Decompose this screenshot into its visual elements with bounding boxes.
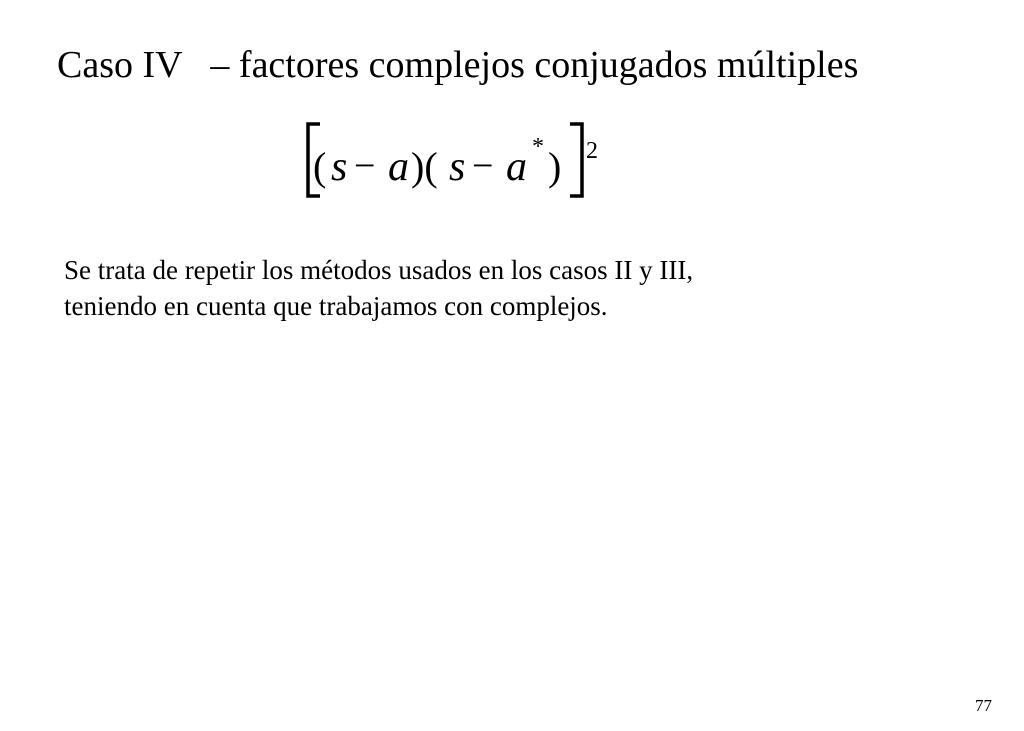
formula-close-open-paren: )( <box>411 144 438 189</box>
formula-s-1: s <box>331 144 348 190</box>
formula <box>303 120 623 200</box>
body-text <box>64 252 944 324</box>
right-bracket <box>570 124 582 196</box>
formula-minus-1: − <box>354 145 376 187</box>
slide-title: Caso IV – factores complejos conjugados múltiples <box>57 44 859 86</box>
formula-s-2: s <box>449 144 466 190</box>
page-number: 77 <box>975 696 992 715</box>
formula-a-1: a <box>388 144 409 190</box>
body-line-1: Se trata de repetir los métodos usados en los casos II y III, <box>64 255 694 285</box>
formula-star: * <box>532 134 544 160</box>
formula-close-paren-2: ) <box>548 144 562 189</box>
formula-minus-2: − <box>472 145 494 187</box>
body-line-2: teniendo en cuenta que trabajamos con complejos. <box>64 291 608 321</box>
formula-open-paren-1: ( <box>313 144 327 189</box>
formula-exponent: 2 <box>586 138 598 164</box>
formula-a-2: a <box>506 144 527 190</box>
